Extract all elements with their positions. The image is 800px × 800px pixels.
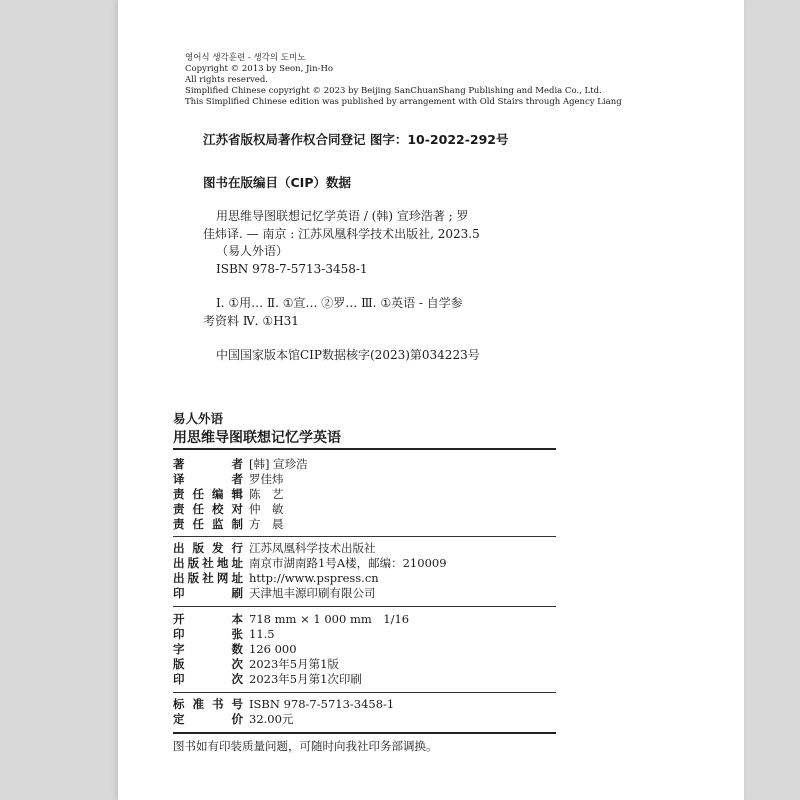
standard-block	[173, 697, 573, 727]
series-name: 易人外语	[173, 411, 224, 426]
publisher-label: 出版发行	[173, 541, 243, 555]
spec-row	[173, 657, 573, 672]
spec-row	[173, 642, 573, 657]
quality-notice: 图书如有印装质量问题，可随时向我社印务部调换。	[173, 739, 438, 753]
credit-value: 陈 艺	[249, 487, 284, 501]
publisher-label: 印刷	[173, 586, 243, 600]
spec-label: 印次	[173, 672, 243, 686]
cip-line: 用思维导图联想记忆学英语 / (韩) 宣珍浩著 ; 罗	[216, 209, 469, 223]
credit-row	[173, 457, 573, 472]
cip-verification: 中国国家版本馆CIP数据核字(2023)第034223号	[216, 348, 480, 362]
cip-data-block	[203, 208, 498, 365]
divider	[173, 692, 556, 693]
publisher-value: 天津旭丰源印刷有限公司	[249, 586, 376, 600]
credits-block	[173, 457, 573, 532]
spec-value: 126 000	[249, 642, 297, 656]
cip-line: 佳炜译. — 南京 : 江苏凤凰科学技术出版社, 2023.5	[203, 226, 480, 241]
simplified-copyright-line: Simplified Chinese copyright © 2023 by Beijing SanChuanShang Publishing and Media Co., Ltd.	[185, 86, 602, 96]
credit-row	[173, 472, 573, 487]
standard-row	[173, 697, 573, 712]
divider	[173, 448, 556, 450]
publisher-block	[173, 541, 573, 601]
credit-row	[173, 487, 573, 502]
credit-label: 责任编辑	[173, 487, 243, 501]
spec-label: 印张	[173, 627, 243, 641]
publisher-value: 南京市湖南路1号A楼，邮编：210009	[249, 556, 447, 570]
arrangement-line: This Simplified Chinese edition was published by arrangement with Old Stairs through Agency Liang	[185, 97, 622, 107]
spec-value: 2023年5月第1版	[249, 657, 339, 671]
spec-row	[173, 672, 573, 687]
credit-row	[173, 517, 573, 532]
credit-value: 仲 敏	[249, 502, 284, 516]
divider	[173, 606, 556, 607]
standard-value: ISBN 978-7-5713-3458-1	[249, 697, 395, 711]
credit-value: 方 晨	[249, 517, 284, 531]
cip-series: （易人外语）	[216, 244, 289, 258]
copyright-line: Copyright © 2013 by Seon, Jin-Ho	[185, 64, 334, 74]
spec-value: 11.5	[249, 627, 275, 641]
book-title: 用思维导图联想记忆学英语	[173, 430, 341, 446]
publisher-row	[173, 571, 573, 586]
cip-heading: 图书在版编目（CIP）数据	[203, 175, 351, 190]
publisher-label: 出版社网址	[173, 571, 243, 585]
standard-value: 32.00元	[249, 712, 294, 726]
cip-isbn: ISBN 978-7-5713-3458-1	[216, 261, 368, 276]
spec-label: 版次	[173, 657, 243, 671]
credit-label: 责任监制	[173, 517, 243, 531]
cip-classification: 考资料 Ⅳ. ①H31	[203, 313, 299, 328]
spec-label: 开本	[173, 612, 243, 626]
credit-label: 责任校对	[173, 502, 243, 516]
publisher-row	[173, 556, 573, 571]
copyright-block	[185, 53, 622, 108]
rights-line: All rights reserved.	[185, 75, 268, 85]
spec-row	[173, 612, 573, 627]
publisher-value: http://www.pspress.cn	[249, 571, 379, 585]
credit-label: 著者	[173, 457, 243, 471]
publisher-value: 江苏凤凰科学技术出版社	[249, 541, 376, 555]
publisher-row	[173, 586, 573, 601]
spec-value: 2023年5月第1次印刷	[249, 672, 362, 686]
publisher-row	[173, 541, 573, 556]
credit-value: [韩] 宣珍浩	[249, 457, 308, 471]
spec-row	[173, 627, 573, 642]
publisher-label: 出版社地址	[173, 556, 243, 570]
credit-value: 罗佳炜	[249, 472, 284, 486]
credit-row	[173, 502, 573, 517]
standard-row	[173, 712, 573, 727]
specs-block	[173, 612, 573, 687]
standard-label: 定价	[173, 712, 243, 726]
copyright-registration: 江苏省版权局著作权合同登记 图字：10-2022-292号	[203, 132, 509, 147]
cip-classification: Ⅰ. ①用… Ⅱ. ①宣… ②罗… Ⅲ. ①英语 - 自学参	[216, 296, 463, 310]
original-title-korean: 영어식 생각훈련 - 생각의 도미노	[185, 53, 306, 63]
spec-value: 718 mm × 1 000 mm 1/16	[249, 612, 410, 626]
standard-label: 标准书号	[173, 697, 243, 711]
credit-label: 译者	[173, 472, 243, 486]
spec-label: 字数	[173, 642, 243, 656]
divider	[173, 732, 556, 734]
divider	[173, 536, 556, 537]
